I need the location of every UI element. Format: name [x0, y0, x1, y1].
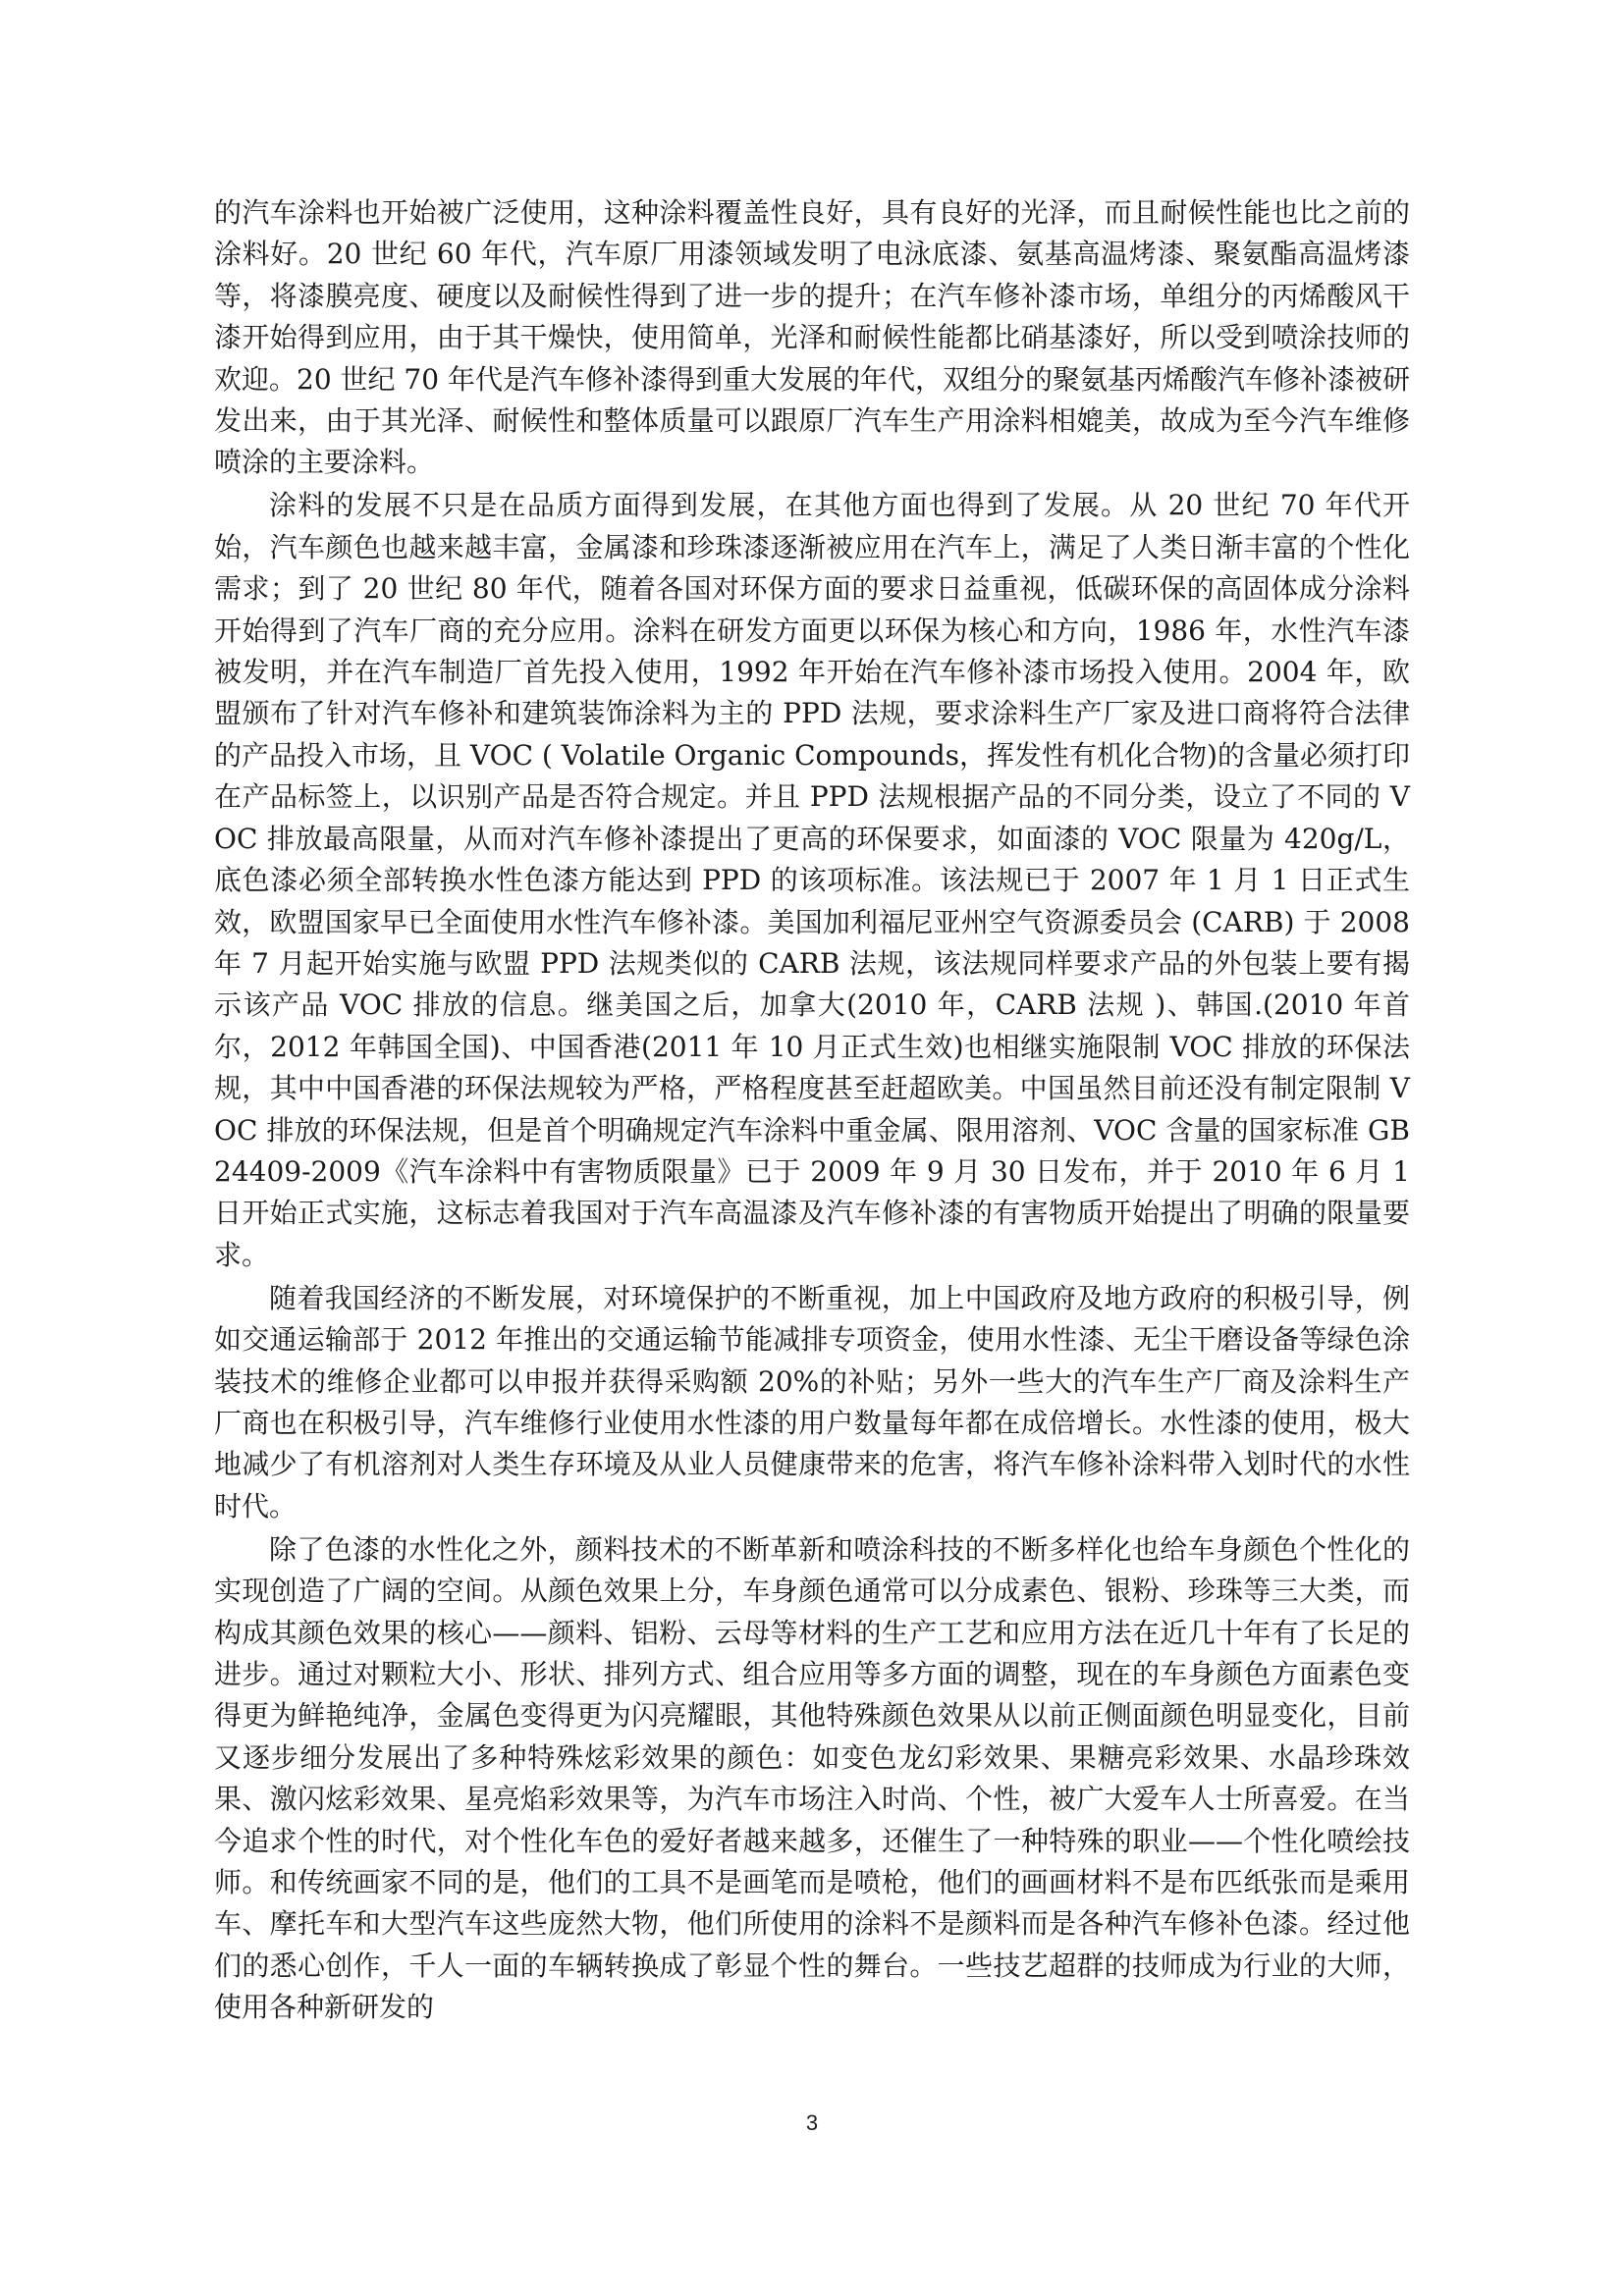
paragraph-3: 随着我国经济的不断发展，对环境保护的不断重视，加上中国政府及地方政府的积极引导，例如交通运输部于 2012 年推出的交通运输节能减排专项资金，使用水性漆、无尘干磨设备等绿色涂装技术的维修企业都可以申报并获得采购额 20%的补贴；另外一些大的汽车生产厂商及涂料生产厂商也在积极引导，汽车维修行业使用水性漆的用户数量每年都在成倍增长。水性漆的使用，极大地减少了有机溶剂对人类生存环境及从业人员健康带来的危害，将汽车修补涂料带入划时代的水性时代。 [214, 1281, 1410, 1522]
body-text [214, 192, 1410, 2030]
paragraph-1: 的汽车涂料也开始被广泛使用，这种涂料覆盖性良好，具有良好的光泽，而且耐候性能也比之前的涂料好。20 世纪 60 年代，汽车原厂用漆领域发明了电泳底漆、氨基高温烤漆、聚氨酯高温烤漆等，将漆膜亮度、硬度以及耐候性得到了进一步的提升；在汽车修补漆市场，单组分的丙烯酸风干漆开始得到应用，由于其干燥快，使用简单，光泽和耐候性能都比硝基漆好，所以受到喷涂技师的欢迎。20 世纪 70 年代是汽车修补漆得到重大发展的年代，双组分的聚氨基丙烯酸汽车修补漆被研发出来，由于其光泽、耐候性和整体质量可以跟原厂汽车生产用涂料相媲美，故成为至今汽车维修喷涂的主要涂料。 [214, 196, 1410, 479]
page-number: 3 [805, 2110, 819, 2135]
paragraph-2: 涂料的发展不只是在品质方面得到发展，在其他方面也得到了发展。从 20 世纪 70 年代开始，汽车颜色也越来越丰富，金属漆和珍珠漆逐渐被应用在汽车上，满足了人类日渐丰富的个性化需求；到了 20 世纪 80 年代，随着各国对环保方面的要求日益重视，低碳环保的高固体成分涂料开始得到了汽车厂商的充分应用。涂料在研发方面更以环保为核心和方向，1986 年，水性汽车漆被发明，并在汽车制造厂首先投入使用，1992 年开始在汽车修补漆市场投入使用。2004 年，欧盟颁布了针对汽车修补和建筑装饰涂料为主的 PPD 法规，要求涂料生产厂家及进口商将符合法律的产品投入市场，且 VOC ( Volatile Organic Compounds，挥发性有机化合物)的含量必须打印在产品标签上，以识别产品是否符合规定。并且 PPD 法规根据产品的不同分类，设立了不同的 VOC 排放最高限量，从而对汽车修补漆提出了更高的环保要求，如面漆的 VOC 限量为 420g/L，底色漆必须全部转换水性色漆方能达到 PPD 的该项标准。该法规已于 2007 年 1 月 1 日正式生效，欧盟国家早已全面使用水性汽车修补漆。美国加利福尼亚州空气资源委员会 (CARB) 于 2008 年 7 月起开始实施与欧盟 PPD 法规类似的 CARB 法规，该法规同样要求产品的外包装上要有揭示该产品 VOC 排放的信息。继美国之后，加拿大(2010 年，CARB 法规 )、韩国.(2010 年首尔，2012 年韩国全国)、中国香港(2011 年 10 月正式生效)也相继实施限制 VOC 排放的环保法规，其中中国香港的环保法规较为严格，严格程度甚至赶超欧美。中国虽然目前还没有制定限制 VOC 排放的环保法规，但是首个明确规定汽车涂料中重金属、限用溶剂、VOC 含量的国家标准 GB24409-2009《汽车涂料中有害物质限量》已于 2009 年 9 月 30 日发布，并于 2010 年 6 月 1 日开始正式实施，这标志着我国对于汽车高温漆及汽车修补漆的有害物质开始提出了明确的限量要求。 [214, 489, 1410, 1271]
paragraph-4: 除了色漆的水性化之外，颜料技术的不断革新和喷涂科技的不断多样化也给车身颜色个性化的实现创造了广阔的空间。从颜色效果上分，车身颜色通常可以分成素色、银粉、珍珠等三大类，而构成其颜色效果的核心——颜料、铝粉、云母等材料的生产工艺和应用方法在近几十年有了长足的进步。通过对颗粒大小、形状、排列方式、组合应用等多方面的调整，现在的车身颜色方面素色变得更为鲜艳纯净，金属色变得更为闪亮耀眼，其他特殊颜色效果从以前正侧面颜色明显变化，目前又逐步细分发展出了多种特殊炫彩效果的颜色：如变色龙幻彩效果、果糖亮彩效果、水晶珍珠效果、激闪炫彩效果、星亮焰彩效果等，为汽车市场注入时尚、个性，被广大爱车人士所喜爱。在当今追求个性的时代，对个性化车色的爱好者越来越多，还催生了一种特殊的职业——个性化喷绘技师。和传统画家不同的是，他们的工具不是画笔而是喷枪，他们的画画材料不是布匹纸张而是乘用车、摩托车和大型汽车这些庞然大物，他们所使用的涂料不是颜料而是各种汽车修补色漆。经过他们的悉心创作，千人一面的车辆转换成了彰显个性的舞台。一些技艺超群的技师成为行业的大师，使用各种新研发的 [214, 1532, 1410, 2024]
